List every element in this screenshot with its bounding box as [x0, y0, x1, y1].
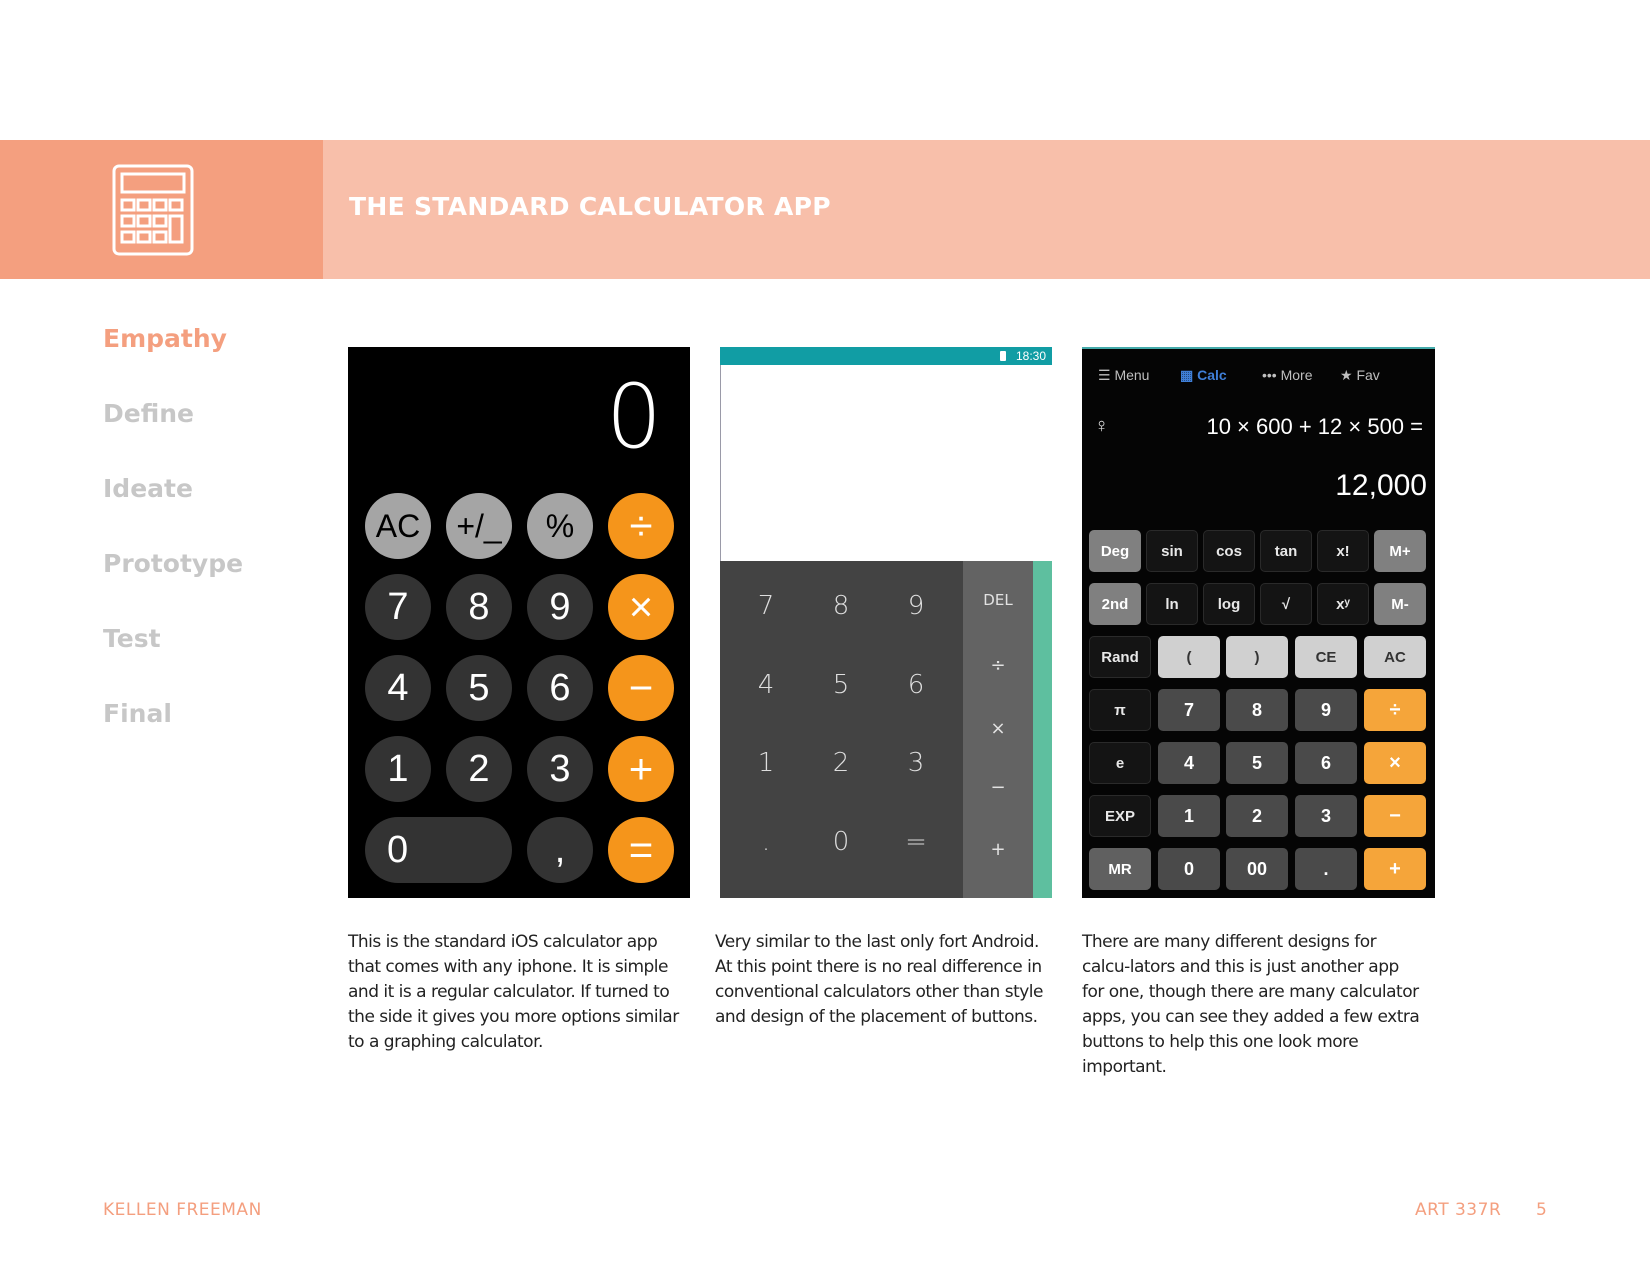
sci-key: M+ — [1374, 530, 1426, 572]
android-key: . — [761, 827, 771, 857]
nav-item-test[interactable]: Test — [103, 624, 161, 653]
android-key: = — [905, 827, 927, 857]
android-key: 5 — [832, 670, 850, 700]
android-key: 3 — [907, 748, 925, 778]
battery-icon — [1000, 351, 1006, 361]
sci-key: log — [1203, 583, 1255, 625]
android-key: 1 — [757, 748, 775, 778]
sci-key: 6 — [1295, 742, 1357, 784]
sci-key: 9 — [1295, 689, 1357, 731]
sci-key: Rand — [1089, 636, 1151, 678]
sci-key: 5 — [1226, 742, 1288, 784]
lightbulb-icon: ♀ — [1094, 415, 1109, 437]
sci-key: Deg — [1089, 530, 1141, 572]
process-nav — [103, 322, 243, 772]
calculator-icon — [112, 164, 194, 256]
sci-key: e — [1089, 742, 1151, 784]
ios-key: , — [527, 817, 593, 883]
sci-key: − — [1364, 795, 1426, 837]
ios-key: AC — [365, 493, 431, 559]
ios-key: + — [608, 736, 674, 802]
sci-key: 2 — [1226, 795, 1288, 837]
android-operator-key: × — [990, 718, 1006, 739]
android-key: 7 — [757, 591, 775, 621]
ios-key: ÷ — [608, 493, 674, 559]
ios-key: − — [608, 655, 674, 721]
caption-scientific: There are many different designs for calcu-lators and this is just another app for one, though there are many calculator apps, you can see they added a few extra buttons to help this one look more important. — [1082, 932, 1420, 1077]
footer-page-number: 5 — [1536, 1200, 1548, 1220]
sci-key: ÷ — [1364, 689, 1426, 731]
sci-key: tan — [1260, 530, 1312, 572]
sci-key: √ — [1260, 583, 1312, 625]
sci-key: . — [1295, 848, 1357, 890]
android-operator-key: − — [990, 777, 1006, 798]
sci-key: AC — [1364, 636, 1426, 678]
sci-key: sin — [1146, 530, 1198, 572]
ios-key: 0 — [365, 817, 512, 883]
android-calculator-screenshot — [720, 347, 1052, 898]
nav-item-prototype[interactable]: Prototype — [103, 549, 244, 578]
android-time: 18:30 — [1015, 349, 1046, 363]
android-operator-key: + — [990, 839, 1006, 860]
ios-key: 8 — [446, 574, 512, 640]
sci-calc-tab: ▦ Calc — [1180, 367, 1227, 383]
sci-key: MR — [1089, 848, 1151, 890]
sci-key: 0 — [1158, 848, 1220, 890]
sci-key: 7 — [1158, 689, 1220, 731]
sci-key: M- — [1374, 583, 1426, 625]
android-operator-key: ÷ — [990, 655, 1006, 676]
android-drawer-edge — [1033, 561, 1052, 898]
ios-key: % — [527, 493, 593, 559]
sci-key: 00 — [1226, 848, 1288, 890]
android-key: 0 — [832, 827, 850, 857]
sci-key: π — [1089, 689, 1151, 731]
ios-key: 6 — [527, 655, 593, 721]
footer-author: KELLEN FREEMAN — [103, 1200, 262, 1220]
sci-key: ln — [1146, 583, 1198, 625]
sci-key: EXP — [1089, 795, 1151, 837]
android-key: 4 — [757, 670, 775, 700]
sci-key: 3 — [1295, 795, 1357, 837]
sci-top-border — [1082, 347, 1435, 349]
ios-key: 3 — [527, 736, 593, 802]
sci-key: 4 — [1158, 742, 1220, 784]
sci-key: 2nd — [1089, 583, 1141, 625]
ios-key: 5 — [446, 655, 512, 721]
android-operator-key: DEL — [983, 591, 1013, 609]
sci-expression: 10 × 600 + 12 × 500 = — [1206, 414, 1423, 439]
sci-key: ( — [1158, 636, 1220, 678]
ios-key: = — [608, 817, 674, 883]
ios-key: 1 — [365, 736, 431, 802]
ios-key: 2 — [446, 736, 512, 802]
sci-key: x! — [1317, 530, 1369, 572]
android-key: 9 — [907, 591, 925, 621]
nav-item-define[interactable]: Define — [103, 399, 194, 428]
ios-key: 4 — [365, 655, 431, 721]
caption-android: Very similar to the last only fort Android. At this point there is no real difference in conventional calculators other than style and design of the placement of buttons. — [715, 932, 1043, 1027]
ios-key: 7 — [365, 574, 431, 640]
android-key: 6 — [907, 670, 925, 700]
nav-item-ideate[interactable]: Ideate — [103, 474, 193, 503]
ios-display: 0 — [606, 365, 662, 468]
ios-key: +/_ — [446, 493, 512, 559]
caption-ios: This is the standard iOS calculator app that comes with any iphone. It is simple and it is a regular calculator. If turned to the side it gives you more options similar to a graphing calculator. — [348, 932, 679, 1052]
ios-key: × — [608, 574, 674, 640]
sci-key: CE — [1295, 636, 1357, 678]
sci-key: 1 — [1158, 795, 1220, 837]
footer-course: ART 337R — [1415, 1200, 1502, 1220]
android-key: 2 — [832, 748, 850, 778]
page-title: THE STANDARD CALCULATOR APP — [349, 192, 831, 221]
android-key: 8 — [832, 591, 850, 621]
ios-calculator-screenshot — [348, 347, 690, 898]
scientific-calculator-screenshot — [1082, 347, 1435, 898]
sci-key: xʸ — [1317, 583, 1369, 625]
sci-key: ) — [1226, 636, 1288, 678]
ios-key: 9 — [527, 574, 593, 640]
sci-key: cos — [1203, 530, 1255, 572]
sci-key: 8 — [1226, 689, 1288, 731]
nav-item-empathy[interactable]: Empathy — [103, 324, 227, 353]
sci-key: + — [1364, 848, 1426, 890]
sci-menu-tab: ☰ Menu — [1098, 367, 1150, 383]
android-status-bar — [720, 347, 1052, 365]
sci-more-tab: ••• More — [1262, 367, 1313, 383]
sci-key: × — [1364, 742, 1426, 784]
sci-fav-tab: ★ Fav — [1340, 367, 1380, 383]
sci-result: 12,000 — [1335, 469, 1427, 502]
nav-item-final[interactable]: Final — [103, 699, 172, 728]
